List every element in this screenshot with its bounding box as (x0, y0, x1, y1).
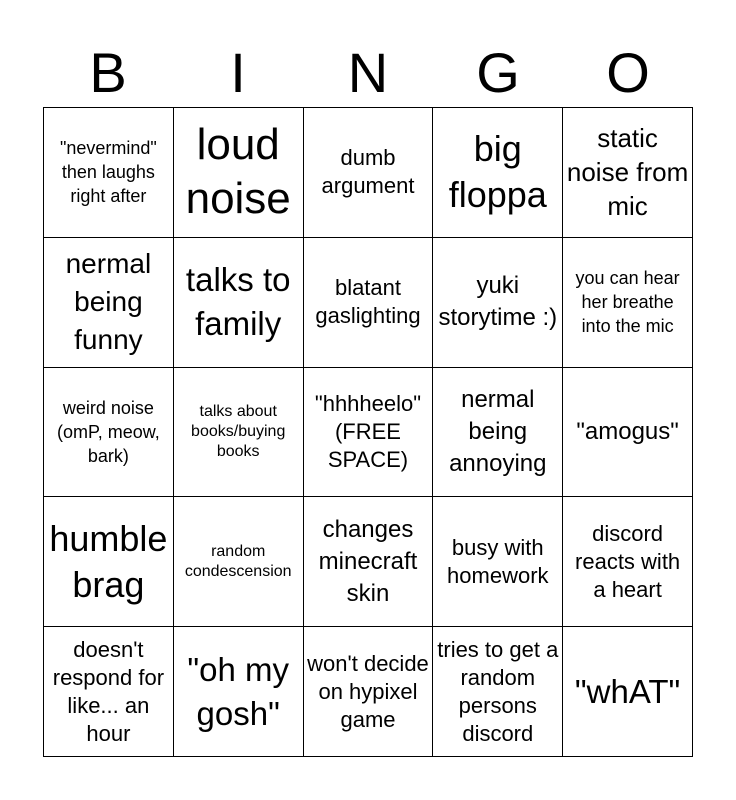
bingo-cell[interactable] (174, 238, 304, 368)
bingo-cell[interactable] (44, 497, 174, 627)
cell-text: "amogus" (576, 417, 679, 445)
cell-text: talks about books/buying books (191, 402, 286, 460)
cell-text: talks to family (185, 261, 291, 343)
bingo-cell[interactable] (433, 108, 563, 238)
bingo-cell[interactable] (433, 627, 563, 757)
bingo-cell[interactable] (174, 108, 304, 238)
bingo-header (43, 40, 693, 106)
cell-text: nermal being annoying (449, 385, 547, 477)
cell-text: busy with homework (447, 534, 549, 588)
bingo-cell[interactable] (563, 368, 693, 498)
bingo-cell[interactable] (563, 497, 693, 627)
header-letter-o: O (606, 41, 650, 104)
cell-text: random condescension (184, 542, 292, 580)
cell-text: humble brag (49, 517, 168, 605)
bingo-cell[interactable] (563, 108, 693, 238)
header-letter-n: N (347, 41, 389, 104)
cell-text: loud noise (185, 120, 291, 224)
bingo-cell[interactable] (304, 627, 434, 757)
cell-text: nermal being funny (65, 248, 152, 356)
cell-text: tries to get a random persons discord (437, 636, 559, 746)
cell-text: you can hear her breathe into the mic (575, 268, 680, 337)
bingo-cell[interactable] (44, 627, 174, 757)
bingo-cell[interactable] (433, 238, 563, 368)
bingo-cell[interactable] (304, 497, 434, 627)
cell-text: changes minecraft skin (318, 515, 418, 607)
cell-text: discord reacts with a heart (575, 520, 681, 602)
bingo-board (43, 107, 693, 757)
cell-text: won't decide on hypixel game (307, 650, 429, 732)
cell-text: big floppa (448, 128, 547, 216)
cell-text: dumb argument (321, 145, 415, 199)
free-space-cell[interactable] (304, 368, 434, 498)
bingo-cell[interactable] (563, 238, 693, 368)
cell-text: yuki storytime :) (438, 272, 558, 332)
bingo-cell[interactable] (174, 627, 304, 757)
cell-text: weird noise (omP, meow, bark) (57, 397, 160, 466)
bingo-cell[interactable] (433, 368, 563, 498)
bingo-cell[interactable] (44, 108, 174, 238)
bingo-cell[interactable] (563, 627, 693, 757)
bingo-cell[interactable] (433, 497, 563, 627)
bingo-cell[interactable] (174, 497, 304, 627)
cell-text: "nevermind" then laughs right after (59, 138, 157, 207)
header-letter-i: I (230, 41, 246, 104)
cell-text: "oh my gosh" (187, 650, 289, 732)
bingo-cell[interactable] (44, 238, 174, 368)
bingo-cell[interactable] (174, 368, 304, 498)
cell-text: doesn't respond for like... an hour (52, 636, 165, 746)
cell-text: "whAT" (574, 672, 681, 710)
cell-text: blatant gaslighting (315, 275, 421, 329)
bingo-cell[interactable] (304, 108, 434, 238)
bingo-cell[interactable] (304, 238, 434, 368)
cell-text: static noise from mic (566, 123, 689, 222)
header-letter-g: G (476, 41, 520, 104)
header-letter-b: B (89, 41, 127, 104)
cell-text: "hhhheelo" (FREE SPACE) (314, 390, 422, 472)
bingo-cell[interactable] (44, 368, 174, 498)
